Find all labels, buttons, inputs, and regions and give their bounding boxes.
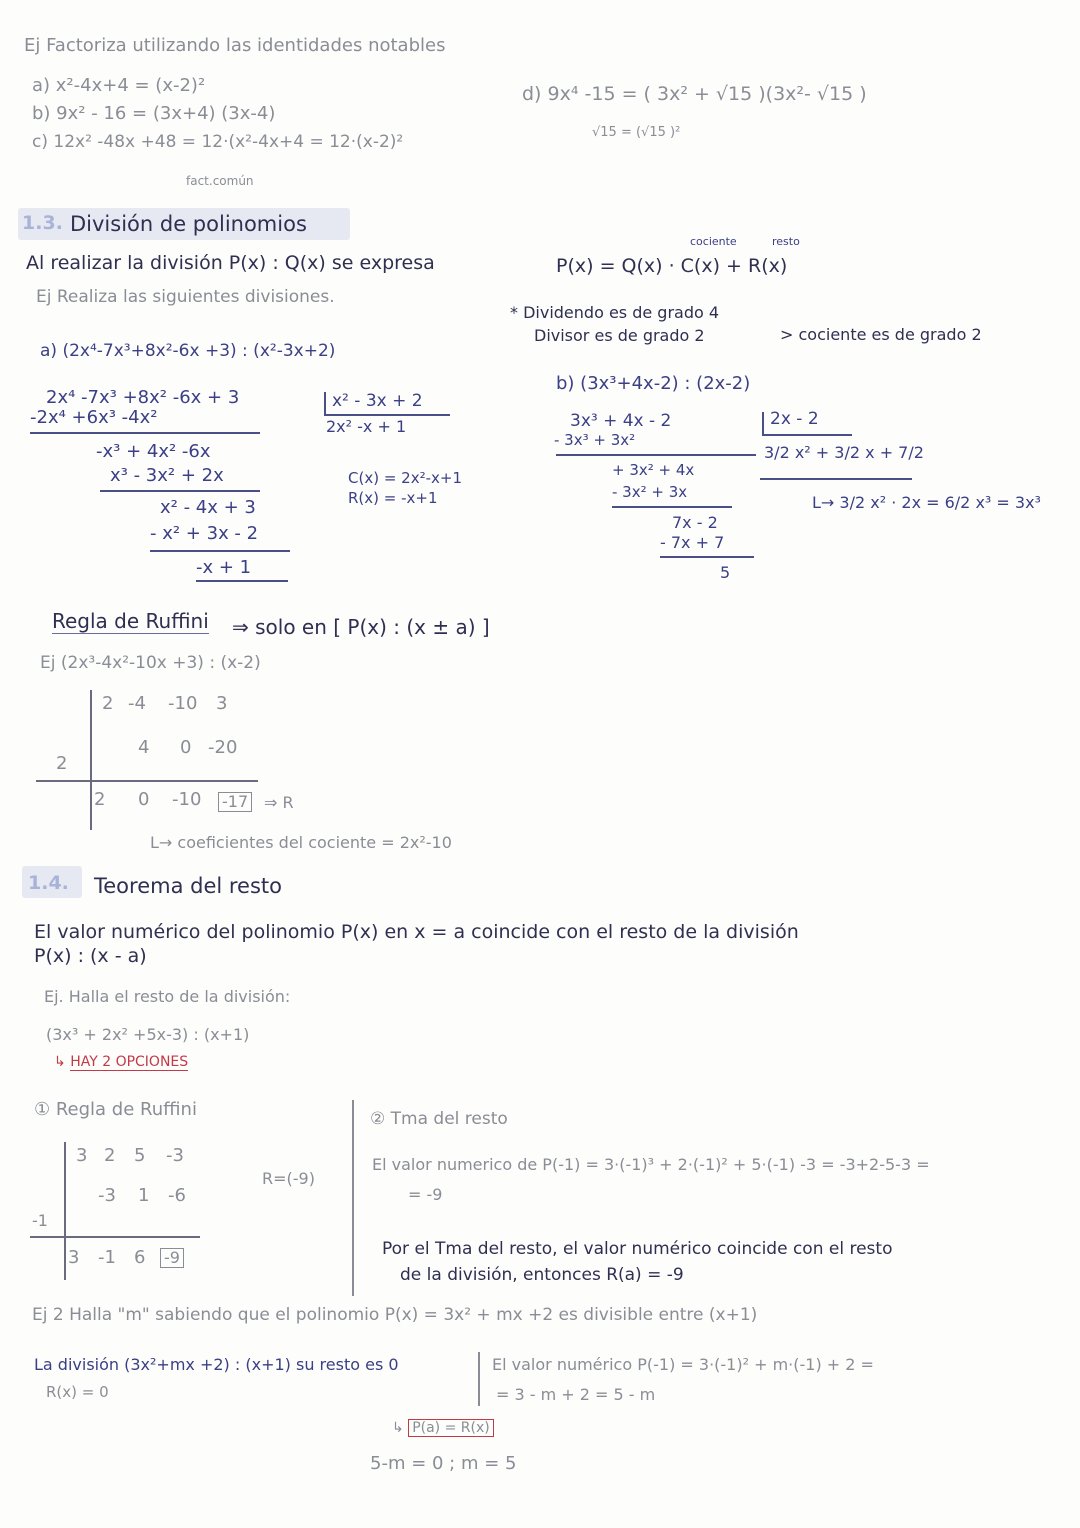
divA-C: C(x) = 2x²-x+1 [348,469,462,487]
factor-b: b) 9x² - 16 = (3x+4) (3x-4) [32,103,276,124]
divA-row-7: -x + 1 [196,557,252,578]
divB-note: L→ 3/2 x² · 2x = 6/2 x³ = 3x³ [812,493,1041,512]
ej2-equality: ↳ P(a) = R(x) [392,1420,494,1436]
ej2-title: Ej 2 Halla "m" sabiendo que el polinomio P(x) = 3x² + mx +2 es divisible entre (x+1) [32,1305,758,1325]
divB-header: b) (3x³+4x-2) : (2x-2) [556,373,751,394]
divA-bracket-h [324,414,450,416]
opt1-row2-2: -6 [168,1185,186,1206]
ej2-divider [478,1352,480,1406]
ruffini-rest: -17 [218,792,252,812]
options-divider [352,1100,354,1296]
opt1-a: -1 [32,1211,48,1230]
divA-line-2 [100,490,260,492]
ruffini-note: L→ coeficientes del cociente = 2x²-10 [150,833,452,852]
opt1-result: R=(-9) [262,1169,315,1188]
divA-row-1: 2x⁴ -7x³ +8x² -6x + 3 [46,387,240,408]
ruffini-title: Regla de Ruffini [52,609,209,633]
divB-quotient: 3/2 x² + 3/2 x + 7/2 [764,443,924,462]
opt1-row2-1: 1 [138,1185,150,1206]
ruffini-a: 2 [56,753,68,774]
degree-note-2: Divisor es de grado 2 [534,326,705,345]
opt1-row1-2: 5 [134,1145,146,1166]
factor-title: Ej Factoriza utilizando las identidades notables [24,35,446,56]
opt2-line-2: = -9 [408,1185,443,1204]
factor-a: a) x²-4x+4 = (x-2)² [32,75,206,96]
ruffini-row1-3: 3 [216,693,228,714]
divA-quotient: 2x² -x + 1 [326,417,407,436]
divB-line-1 [556,454,756,456]
degree-note-3: > cociente es de grado 2 [780,325,982,344]
ruffini-row3-0: 2 [94,789,106,810]
divA-line-3 [150,550,290,552]
factor-d: d) 9x⁴ -15 = ( 3x² + √15 )(3x²- √15 ) [522,83,867,105]
divA-header: a) (2x⁴-7x³+8x²-6x +3) : (x²-3x+2) [40,341,336,361]
ruffini-vline [90,690,92,830]
divB-row-7: 5 [720,563,731,582]
divA-row-4: x³ - 3x² + 2x [110,465,224,486]
factor-c: c) 12x² -48x +48 = 12·(x²-4x+4 = 12·(x-2)² [32,132,404,152]
ej2-line-1: La división (3x²+mx +2) : (x+1) su resto es 0 [34,1355,399,1374]
division-ej: Ej Realiza las siguientes divisiones. [36,287,335,307]
divA-divisor: x² - 3x + 2 [332,391,423,411]
divA-row-3: -x³ + 4x² -6x [96,441,211,462]
resto-label: resto [772,235,800,248]
divB-bracket-h [762,434,852,436]
divB-line-4 [760,478,912,480]
opt1-row1-3: -3 [166,1145,184,1166]
theorem-ej: Ej. Halla el resto de la división: [44,987,291,1006]
ruffini-row2-2: -20 [208,737,238,758]
theorem-statement-1: El valor numérico del polinomio P(x) en x = a coincide con el resto de la división [34,921,799,943]
ruffini-condition: ⇒ solo en [ P(x) : (x ± a) ] [232,615,490,639]
theorem-options: ↳ HAY 2 OPCIONES [54,1054,189,1070]
theorem-expr: (3x³ + 2x² +5x-3) : (x+1) [46,1025,250,1044]
degree-note-1: * Dividendo es de grado 4 [510,303,720,322]
factor-d-note: √15 = (√15 )² [592,125,681,140]
ruffini-row1-0: 2 [102,693,114,714]
divA-row-2: -2x⁴ +6x³ -4x² [30,407,158,428]
opt2-line-1: El valor numerico de P(-1) = 3·(-1)³ + 2·(-1)² + 5·(-1) -3 = -3+2-5-3 = [372,1155,930,1174]
divA-R: R(x) = -x+1 [348,489,438,507]
divB-row-4: - 3x² + 3x [612,483,688,501]
opt2-line-3: Por el Tma del resto, el valor numérico coincide con el resto [382,1239,893,1259]
ruffini-row2-1: 0 [180,737,192,758]
divB-line-3 [660,556,754,558]
divB-row-5: 7x - 2 [672,513,718,532]
cociente-label: cociente [690,235,737,248]
divB-bracket-v [762,412,764,436]
opt1-row1-0: 3 [76,1145,88,1166]
ej2-value-2: = 3 - m + 2 = 5 - m [496,1385,656,1404]
section-number: 1.3. [22,212,63,234]
section-title: División de polinomios [70,212,307,236]
section14-number: 1.4. [28,872,69,894]
opt1-row3-1: -1 [98,1247,116,1268]
division-formula: P(x) = Q(x) · C(x) + R(x) [556,255,788,277]
divA-bracket-v [324,392,326,416]
ruffini-row2-0: 4 [138,737,150,758]
divA-row-5: x² - 4x + 3 [160,497,256,518]
opt1-title: ① Regla de Ruffini [34,1099,197,1120]
ruffini-row1-1: -4 [128,693,146,714]
divA-line-1 [30,432,260,434]
divA-line-4 [196,580,288,582]
ruffini-ej: Ej (2x³-4x²-10x +3) : (x-2) [40,653,261,673]
divB-row-6: - 7x + 7 [660,533,725,552]
opt1-row3-0: 3 [68,1247,80,1268]
divB-line-2 [612,506,732,508]
opt1-row3-2: 6 [134,1247,146,1268]
ej2-line-2: R(x) = 0 [46,1383,109,1401]
divB-row-3: + 3x² + 4x [612,461,695,479]
ruffini-hline [36,780,258,782]
ruffini-rest-arrow: ⇒ R [264,793,294,812]
ruffini-row1-2: -10 [168,693,198,714]
divA-row-6: - x² + 3x - 2 [150,523,259,544]
ruffini-row3-2: -10 [172,789,202,810]
ej2-solution: 5-m = 0 ; m = 5 [370,1453,517,1474]
division-intro: Al realizar la división P(x) : Q(x) se expresa [26,252,435,274]
opt1-hline [30,1236,200,1238]
opt1-rest: -9 [160,1248,184,1268]
factor-comun-note: fact.común [186,174,254,188]
divB-row-1: 3x³ + 4x - 2 [570,411,672,431]
ruffini-row3-1: 0 [138,789,150,810]
section14-title: Teorema del resto [94,874,282,898]
opt1-row1-1: 2 [104,1145,116,1166]
divB-row-2: - 3x³ + 3x² [554,431,636,449]
divB-divisor: 2x - 2 [770,409,819,429]
opt2-title: ② Tma del resto [370,1109,508,1129]
ej2-value-1: El valor numérico P(-1) = 3·(-1)² + m·(-1) + 2 = [492,1355,874,1374]
opt1-row2-0: -3 [98,1185,116,1206]
theorem-statement-2: P(x) : (x - a) [34,945,147,967]
opt2-line-4: de la división, entonces R(a) = -9 [400,1265,684,1285]
opt1-vline [64,1142,66,1280]
